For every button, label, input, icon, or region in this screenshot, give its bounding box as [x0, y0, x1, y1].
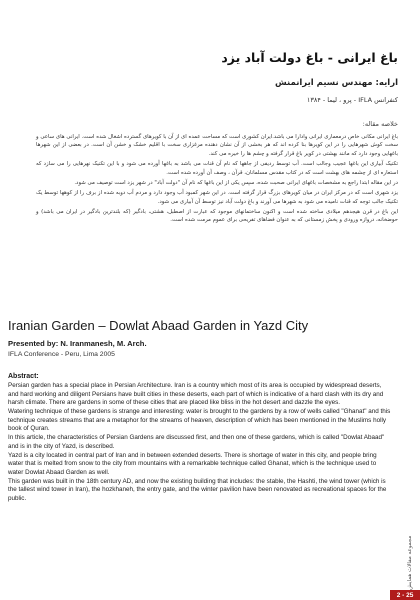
english-paragraph: In this article, the characteristics of Persian Gardens are discussed first, and then one of these gardens, which is called "Dowlat Abaad" and is in the city of Yazd, is described.: [8, 434, 385, 450]
english-paragraph: Persian garden has a special place in Persian Architecture. Iran is a country which most of its area is occupied by widespread deserts, and hard working and diligent Persians have built cities in these deserts, each part of which is indicative of a hard clash with its dry and harsh climate. There are gardens in some of these cities that are placed like bliss in the hot desert and dazzle the eyes.: [8, 382, 384, 407]
persian-paragraph: باغ ایرانی مکانی خاص درمعماری ایرانی وادارا می باشد.ایران کشوری است که مساحت عمده ای از آن با کویرهای گسترده اشغال شده است. ایرانی های ساعی و سخت کوش شهرهایی را در این کویرها بنا کرده اند که هر بخشی از آن نشان دهنده مرغزاری سخت با اقلیم خشک و خشن آن است. در بعضی از این شهرها باغهایی وجود دارد که مانند بهشتی در کویر باغ قرار گرفته و چشم ها را خیره می کند.: [36, 134, 398, 157]
english-abstract-body: [8, 382, 393, 504]
persian-paragraph: تکنیک آبیاری این باغها عجیب وجالب است. آب توسط ردیفی از جاهها که نام آن قنات می باشد به باغها آورده می شود و با این تکنیک نهرهایی را می سازد که استعاره ای از چشمه های بهشت است که در کتاب مقدس مسلمانان، قرآن ، وصف آن آورده شده است.: [36, 161, 398, 176]
persian-conference: کنفرانس IFLA - پرو ، لیما - ۱۳۸۴: [306, 96, 398, 104]
persian-abstract-body: [36, 133, 398, 227]
english-presenter: Presented by: N. Iranmanesh, M. Arch.: [8, 339, 147, 348]
persian-abstract-heading: خلاصه مقاله:: [362, 120, 398, 128]
side-running-label: مجموعه مقالات همایش: [407, 535, 413, 590]
english-paragraph: Yazd is a city located in central part of Iran and in between extended deserts. There is shortage of water in this city, and people bring water that is melted from snow to the city from mountains with a remarkable technique called Ghanat, which is the technique used to water Dowlat Abaad Garden as well.: [8, 451, 377, 476]
persian-paragraph: یزد شهری است که در مرکز ایران در میان کویرهای بزرگ قرار گرفته است. در این شهر کمبود آب وجود دارد و مردم آب دوبه شده از برف را از کوهها توسط یک تکنیک جالب توجه که قنات نامیده می شود به شهرها می آورند و باغ دولت آباد نیز توسط آن آبیاری می شود.: [36, 190, 398, 205]
english-conference: IFLA Conference - Peru, Lima 2005: [8, 351, 115, 358]
persian-paragraph: این باغ در قرن هیجدهم میلادی ساخته شده است و اکنون ساختمانهای موجود که عبارت از اصطبل، هشتی، بادگیر (که بلندترین بادگیر در ایران می باشد) و حوضخانه، دروازه ورودی و پخش زمستانی که به عنوان فضاهای تفریحی برای عموم مرمت شده است.: [36, 209, 398, 224]
english-title: Iranian Garden – Dowlat Abaad Garden in Yazd City: [8, 318, 309, 333]
english-abstract-heading: Abstract:: [8, 373, 39, 380]
persian-paragraph: در این مقاله ابتدا راجع به مشخصات باغهای ایرانی صحبت شده، سپس یکی از این باغها که نام آن "دولت آباد" در شهر یزد است توصیف می شود.: [74, 179, 398, 186]
persian-presenter: ارایه: مهندس نسیم ایرانمنش: [275, 78, 398, 88]
english-paragraph: This garden was built in the 18th century AD, and now the existing building that includes: the stable, the Hashti, the wind tower (which is the tallest wind tower in Iran), the hozkhaneh, the entry gate, and the winter pavilion have been renovated as recreational spaces for the public.: [8, 477, 387, 502]
page-number-badge: 2 - 25: [390, 590, 420, 600]
persian-title: باغ ایرانی - باغ دولت آباد یزد: [221, 50, 398, 65]
english-paragraph: Watering technique of these gardens is strange and interesting: water is brought to the gardens by a row of wells called "Ghanat" and this technique creates streams that are a metaphor for the streams of heaven, description of which has been mentioned in the Muslims holly book of Quran.: [8, 408, 391, 433]
